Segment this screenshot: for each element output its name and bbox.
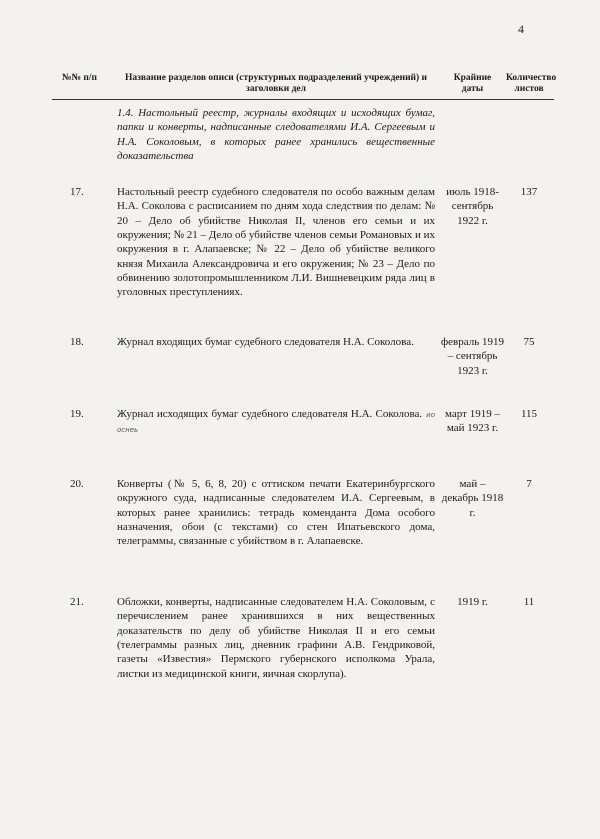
row-dates: 1919 г. [457, 596, 488, 609]
row-dates: май – декабрь 1918 г. [441, 478, 504, 519]
handwritten-annotation: ио оснеь [117, 411, 435, 435]
row-sheets: 75 [523, 336, 535, 349]
header-dates: Крайние даты [441, 70, 504, 100]
row-dates: февраль 1919 – сентябрь 1923 г. [441, 336, 504, 377]
row-title: Настольный реестр судебного следователя по особо важным делам Н.А. Соколова с расписанием по дням хода следствия по делам: № 20 – Дело об убийстве Николая II, членов его семьи и их окружения; № 21 – Дело об убийстве членов семьи Романовых и их окружения в г. Алапаевске; № 22 – Дело об убийстве великого князя Михаила Александровича и его окружения; № 23 – Дело по обвинению золотопромышленником Л.И. Вишневецким ряда лиц в уголовных преступлениях. [117, 186, 435, 299]
row-title: Обложки, конверты, надписанные следователем Н.А. Соколовым, с перечислением ранее хранившихся в них вещественных доказательств по делу об убийстве Николая II и его семьи (телеграммы разных лиц, дневник графини А.В. Гендриковой, газеты «Известия» Пермского губернского исполкома Урала, листки из медицинской книги, яичная скорлупа). [117, 596, 435, 680]
header-sheets: Количество листов [504, 70, 554, 100]
row-dates: март 1919 – май 1923 г. [445, 408, 500, 435]
table-header [52, 70, 557, 100]
row-sheets: 11 [523, 596, 535, 609]
row-title: Журнал входящих бумаг судебного следователя Н.А. Соколова. [117, 336, 414, 349]
row-sheets: 137 [520, 186, 538, 199]
section-title: 1.4. Настольный реестр, журналы входящих и исходящих бумаг, папки и конверты, надписанные следователями И.А. Сергеевым и Н.А. Соколовым, в которых ранее хранились вещественные доказательства [117, 107, 435, 162]
table-row [52, 335, 554, 407]
section-row [52, 100, 554, 186]
row-number: 17. [70, 186, 84, 199]
table-row [52, 407, 554, 477]
header-num: №№ п/п [52, 70, 107, 100]
row-dates: июль 1918- сентябрь 1922 г. [446, 186, 499, 227]
row-number: 20. [70, 478, 84, 491]
row-title: Конверты (№ 5, 6, 8, 20) с оттиском печати Екатеринбургского окружного суда, надписанные следователем И.А. Сергеевым, в которых ранее хранились: тетрадь коменданта Дома особого назначения, обои (с текстами) со стен Ипатьевского дома, телеграммы, связанные с убийством в г. Алапаевске. [117, 478, 435, 548]
table-row [52, 185, 554, 335]
inventory-table [52, 70, 557, 705]
page-number: 4 [518, 22, 524, 36]
row-number: 19. [70, 408, 84, 421]
row-number: 18. [70, 336, 84, 349]
table-row [52, 595, 554, 705]
row-sheets: 7 [526, 478, 532, 491]
row-title-cell [107, 407, 441, 477]
row-title: Журнал исходящих бумаг судебного следователя Н.А. Соколова. [117, 408, 423, 421]
row-number: 21. [70, 596, 84, 609]
header-title: Название разделов описи (структурных подразделений учреждений) и заголовки дел [107, 70, 441, 100]
row-sheets: 115 [520, 408, 538, 421]
table-row [52, 477, 554, 595]
